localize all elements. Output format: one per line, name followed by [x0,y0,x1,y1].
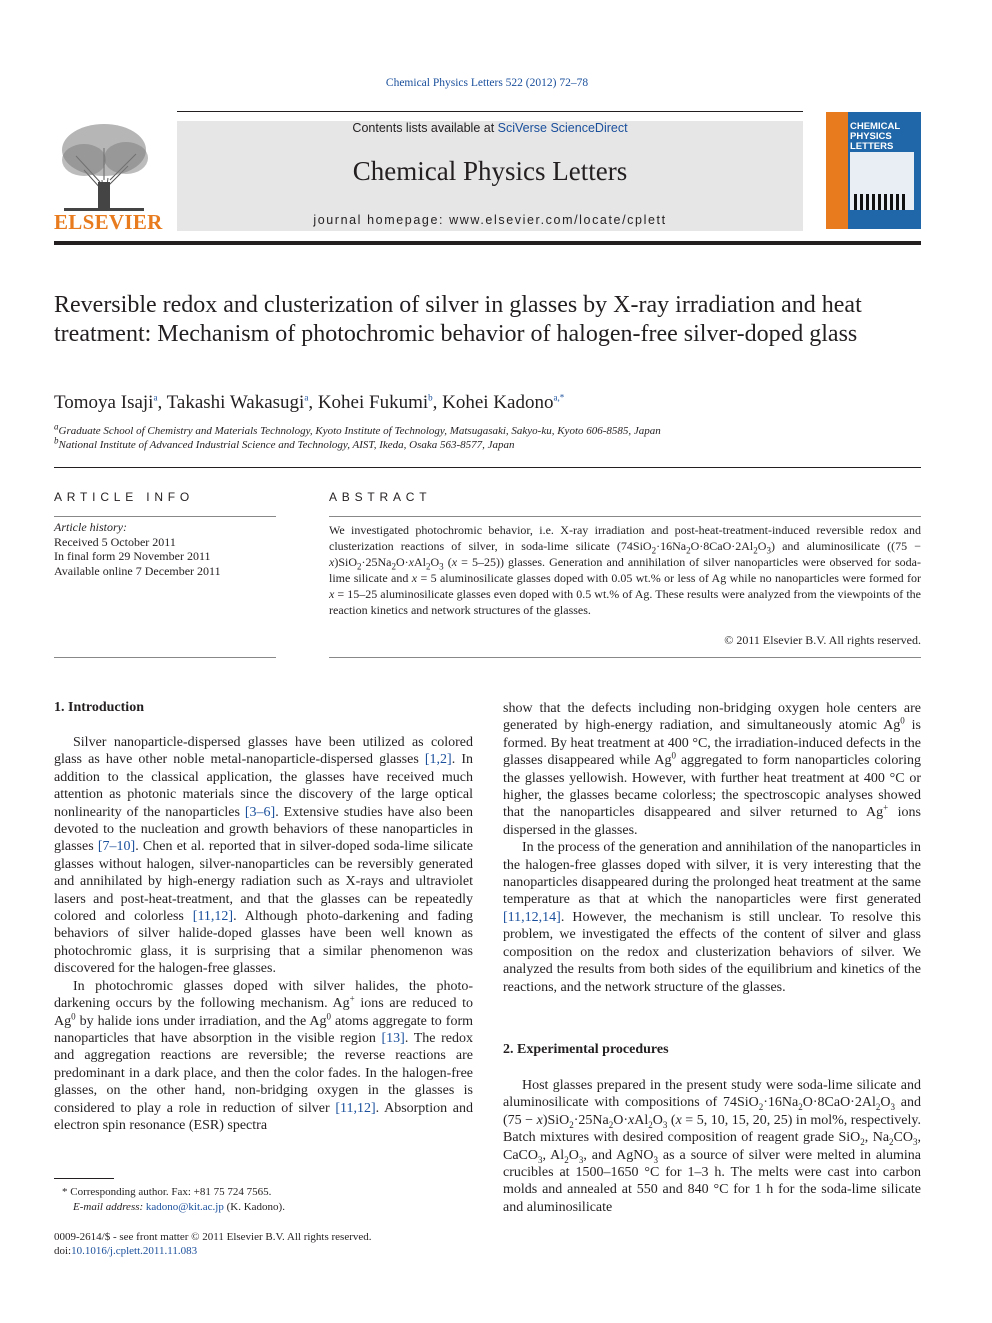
affiliation-link[interactable]: b [428,392,433,403]
article-history: Article history: Received 5 October 2011 In final form 29 November 2011 Available online 7 December 2011 [54,520,221,578]
email-link[interactable]: kadono@kit.ac.jp [145,1201,224,1213]
doi-link[interactable]: 10.1016/j.cplett.2011.11.083 [71,1245,198,1257]
article-title: Reversible redox and clusterization of silver in glasses by X-ray irradiation and heat treatment: Mechanism of photochromic behavior of halogen-free silver-doped glass [54,292,862,347]
intro-heading: 1. Introduction [54,700,144,715]
cover-graphic-icon [852,192,912,212]
affiliation-link[interactable]: a [304,392,309,403]
elsevier-wordmark: ELSEVIER [54,210,163,234]
info-rule [54,516,276,517]
abstract-heading: ABSTRACT [329,490,432,504]
journal-homepage[interactable]: journal homepage: www.elsevier.com/locate/cplett [313,213,667,227]
affiliation-a: $^a$Graduate School of Chemistry and Materials Technology, Kyoto Institute of Technology, Matsugasaki, Sakyo-ku, Kyoto 606-8585, Japan [54,421,661,437]
intro-text-right: show that the defects including non-bridging oxygen hole centers are generated by high-energy radiation, and simultaneously atomic Ag$^0$ is formed. By heat treatment at 400 °C, the irradiation-induced defects in the glasses disappeared while Ag$^0$ aggregated to form nanoparticles coloring the glasses yellowish. However, with further heat treatment at 400 °C or higher, the glasses became colorless; the spectroscopic analyses showed that the nanoparticles disappeared and silver returned to Ag+ ions dispersed in the glasses. In the process of the generation and annihilation of the nanoparticles in the halogen-free glasses doped with silver, it is very interesting that the nanoparticles disappeared during the prolonged heat treatment at the same temperature as that at which the nanoparticles were first generated [11,12,14]. However, the mechanism is still unclear. To resolve this problem, we investigated the effects of the content of silver and glass composition on the redox and clusterization behaviors of silver. We analyzed the results from both sides of the equilibrium and kinetics of the reactions, and the network structure of the glasses. [503,701,921,995]
abstract-rule [329,516,921,517]
affiliation-b: $^b$National Institute of Advanced Industrial Science and Technology, AIST, Ikeda, Osaka 563-8577, Japan [54,435,515,451]
copyright: © 2011 Elsevier B.V. All rights reserved. [724,633,921,647]
author-name: Kohei Kadono [442,392,554,413]
affiliation-link[interactable]: a,* [553,392,565,403]
journal-title: Chemical Physics Letters [352,156,628,186]
footnotes [54,1185,473,1215]
experimental-heading: 2. Experimental procedures [503,1042,669,1057]
info-bottom-rule [54,657,276,658]
email-line: E-mail address: kadono@kit.ac.jp (K. Kadono). [73,1201,285,1213]
issn-doi: 0009-2614/$ - see front matter © 2011 Elsevier B.V. All rights reserved. doi:10.1016/j.cplett.2011.11.083 [54,1231,372,1257]
header-bottom-rule [54,241,921,245]
author-name: Tomoya Isaji [54,392,154,413]
corresponding-author: * Corresponding author. Fax: +81 75 724 7565. [62,1186,272,1198]
intro-text-left: Silver nanoparticle-dispersed glasses have been utilized as colored glass as have other noble metal-nanoparticle-dispersed glasses [1,2]. In addition to the classical application, the glasses have received much attention as photonic materials since the discovery of the large optical nonlinearity of the nanoparticles [3–6]. Extensive studies have also been devoted to the nucleation and growth behaviors of these nanoparticles in glasses [7–10]. Chen et al. reported that in silver-doped soda-lime silicate glasses without halogen, silver-nanoparticles can be reversibly generated and annihilated by high-energy radiation such as X-rays and ultraviolet lasers and post-heat-treatment, and that the glasses can be repeatedly colored and colorless [11,12]. Although photo-darkening and fading behaviors of silver halide-doped glasses have been well known as photochromic glass, it is surprising that a similar phenomenon was discovered for the halogen-free glasses. In photochromic glasses doped with silver halides, the photo-darkening occurs by the following mechanism. Ag+ ions are reduced to Ag$^0$ by halide ions under irradiation, and the Ag$^0$ atoms aggregate to form nanoparticles that have absorption in the visible region [13]. The redox and aggregation reactions are reversible; the reverse reactions are predominant in a dark place, and then the color fades. In the halogen-free glasses, on the other hand, non-bridging oxygen in the glasses is considered to play a role in reduction of silver [11,12]. Absorption and electron spin resonance (ESR) spectra [54,735,474,1133]
sciencedirect-link[interactable]: SciVerse ScienceDirect [497,121,628,135]
affiliation-rule [54,467,921,468]
abstract-text: We investigated photochromic behavior, i.e. X-ray irradiation and post-heat-treatment-induced reversible redox and clusterization reactions of silver, in soda-lime silicate $(74SiO_2\cdot 16Na_2O\cdot 8CaO\cdot 2Al_2O_3)$ and aluminosilicate ($(75 - x)SiO_2\cdot 25Na_2O\cdot xAl_2O_3$ (x = 5–25)) glasses. Generation and annihilation of silver nanoparticles were observed for soda-lime silicate and x = 5 aluminosilicate glasses doped with 0.05 wt.% or less of Ag while no nanoparticles were formed for x = 15–25 aluminosilicate glasses even doped with 0.5 wt.% of Ag. These results were analyzed from the viewpoints of the reaction kinetics and network structures of the glasses. [329,523,922,617]
experimental-text: Host glasses prepared in the present study were soda-lime silicate and aluminosilicate with compositions of $74SiO_2\cdot 16Na_2O\cdot 8CaO\cdot 2Al_2O_3$ and $(75 - x)SiO_2\cdot 25Na_2O\cdot xAl_2O_3$ (x = 5, 10, 15, 20, 25) in mol%, respectively. Batch mixtures with desired composition of reagent grade SiO$_2$, $Na_2CO_3$, CaCO$_3$, $Al_2O_3$, and AgNO$_3$ as a source of silver were melted in alumina crucibles at 1500–1650 °C for 1–3 h. The melts were cast into carbon molds and annealed at 550 and 840 °C for 1 h for the soda-lime silicate and aluminosilicate [503,1078,922,1215]
footnote-rule [54,1178,114,1179]
header-top-rule [177,111,803,112]
abstract-bottom-rule [329,657,921,658]
author-list: Tomoya Isaji$^a$, Takashi Wakasugi$^a$, Kohei Fukumi$^b$, Kohei Kadono$^{a,*}$ [54,392,565,413]
author-name: Kohei Fukumi [317,392,429,413]
journal-citation[interactable]: Chemical Physics Letters 522 (2012) 72–78 [385,77,589,89]
article-info-heading: ARTICLE INFO [54,490,195,504]
contents-line: Contents lists available at SciVerse ScienceDirect [352,121,628,135]
cover-title: CHEMICAL PHYSICS LETTERS [850,121,900,152]
author-name: Takashi Wakasugi [166,392,305,413]
affiliation-link[interactable]: a [153,392,158,403]
